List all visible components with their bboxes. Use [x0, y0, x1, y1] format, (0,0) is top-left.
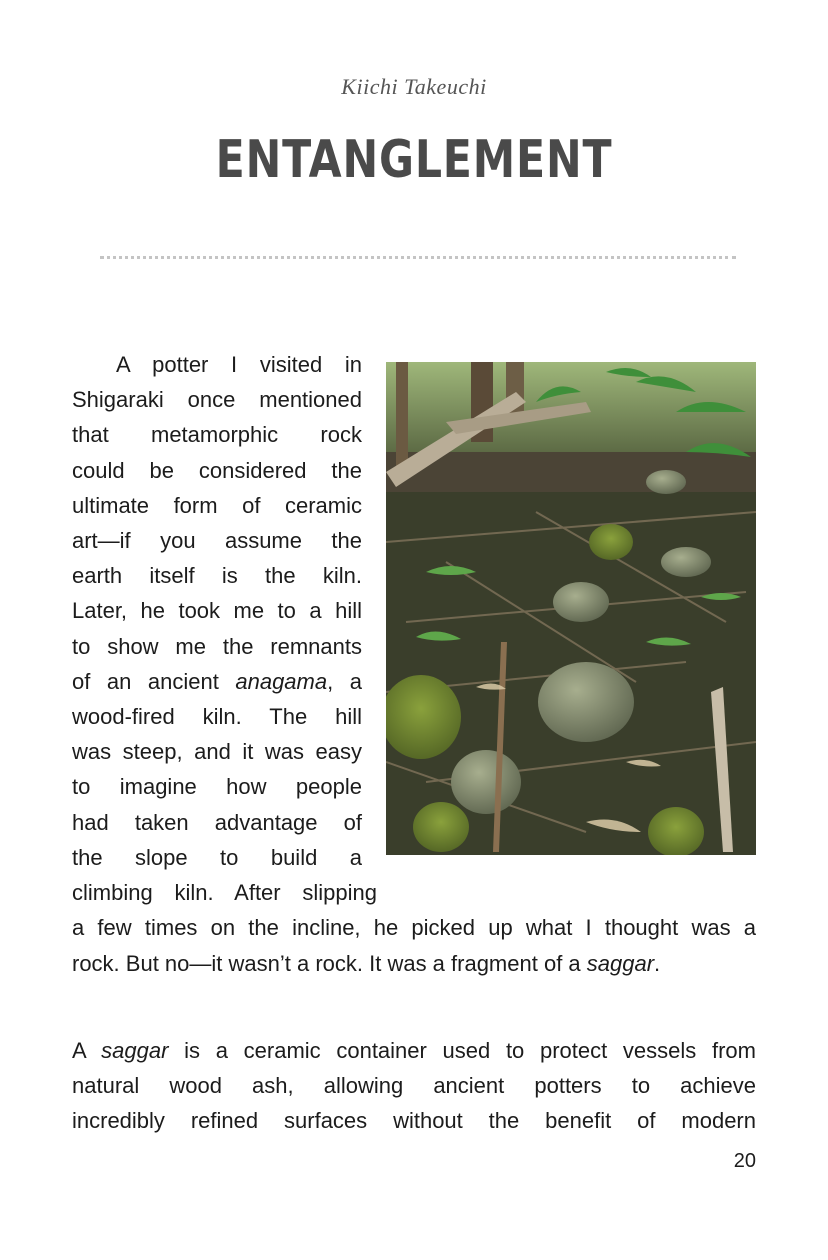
- text-line: Later, he took me to a hill: [72, 598, 362, 624]
- text-line-saggar: [72, 1033, 756, 1068]
- paragraph-1-full-line-1: a few times on the incline, he picked up what I thought was a: [72, 915, 756, 940]
- text-segment: is a ceramic container used to protect vessels from: [168, 1038, 756, 1063]
- text-line: wood-fired kiln. The hill: [72, 704, 362, 730]
- emphasis-saggar: saggar: [586, 951, 655, 976]
- text-segment: .: [654, 951, 661, 976]
- text-line: art—if you assume the: [72, 528, 362, 554]
- text-line: was steep, and it was easy: [72, 739, 362, 765]
- text-line: earth itself is the kiln.: [72, 563, 362, 589]
- paragraph-2: [72, 1033, 756, 1139]
- chapter-title: ENTANGLEMENT: [215, 130, 613, 190]
- text-line-anagama: [72, 664, 362, 699]
- text-segment: of an ancient: [72, 668, 236, 694]
- forest-rocks-photo: [386, 362, 756, 855]
- page-number: 20: [733, 1150, 756, 1172]
- author-name: Kiichi Takeuchi: [341, 74, 487, 99]
- text-line: A potter I visited in: [116, 352, 362, 377]
- text-segment: , a: [327, 668, 362, 694]
- paragraph-1-full-line-2: [72, 946, 756, 981]
- paragraph-1-wrapped: [72, 347, 377, 910]
- text-line: to imagine how people: [72, 774, 362, 800]
- emphasis-saggar: saggar: [101, 1038, 169, 1063]
- text-line: could be considered the: [72, 457, 362, 483]
- text-segment: A: [72, 1038, 102, 1063]
- text-line: natural wood ash, allowing ancient potters to achieve: [72, 1073, 756, 1099]
- text-segment: rock. But no—it wasn’t a rock. It was a fragment of a: [72, 951, 587, 976]
- text-line: ultimate form of ceramic: [72, 492, 362, 518]
- text-line: that metamorphic rock: [72, 422, 362, 448]
- text-line: incredibly refined surfaces without the benefit of modern: [72, 1108, 756, 1134]
- text-line: to show me the remnants: [72, 633, 362, 659]
- text-line: Shigaraki once mentioned: [72, 387, 362, 413]
- dotted-divider: [100, 256, 736, 259]
- text-line: had taken advantage of: [72, 809, 362, 835]
- text-line: climbing kiln. After slipping: [72, 880, 377, 906]
- text-line: the slope to build a: [72, 844, 362, 870]
- emphasis-anagama: anagama: [235, 668, 328, 694]
